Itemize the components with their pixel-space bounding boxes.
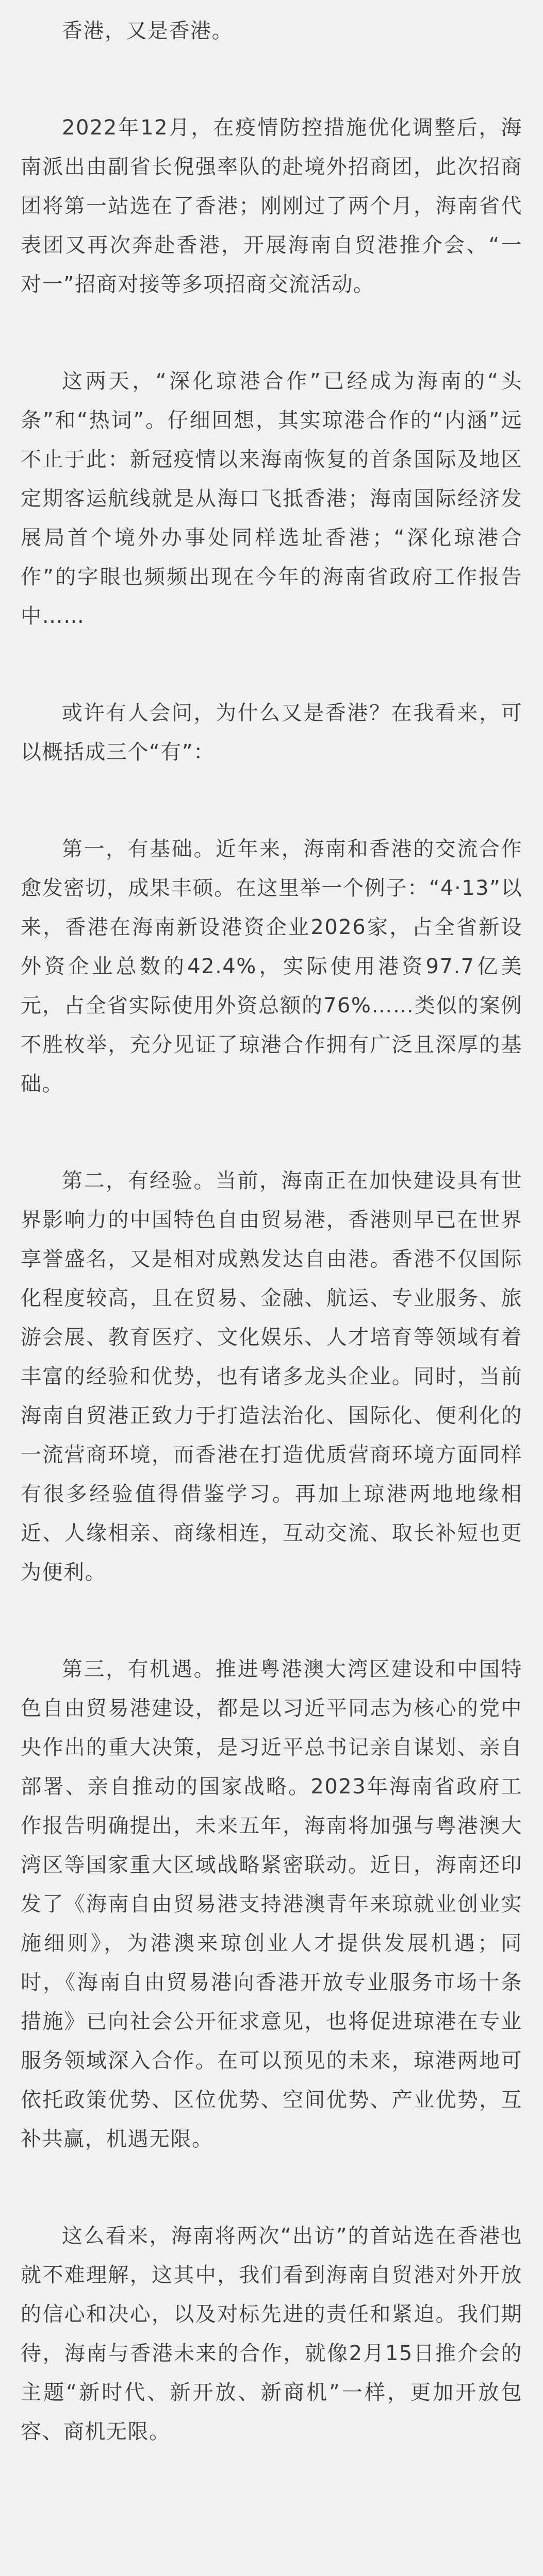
article-paragraph: 第一，有基础。近年来，海南和香港的交流合作愈发密切，成果丰硕。在这里举一个例子：“4·13”以来，香港在海南新设港资企业2026家，占全省新设外资企业总数的42.4%，实际使用港资97.7亿美元，占全省实际使用外资总额的76%……类似的案例不胜枚举，充分见证了琼港合作拥有广泛且深厚的基础。 [21,837,522,1096]
article-paragraph: 第三，有机遇。推进粤港澳大湾区建设和中国特色自由贸易港建设，都是以习近平同志为核心的党中央作出的重大决策，是习近平总书记亲自谋划、亲自部署、亲自推动的国家战略。2023年海南省政府工作报告明确提出，未来五年，海南将加强与粤港澳大湾区等国家重大区域战略紧密联动。近日，海南还印发了《海南自由贸易港支持港澳青年来琼就业创业实施细则》，为港澳来琼创业人才提供发展机遇；同时，《海南自由贸易港向香港开放专业服务市场十条措施》已向社会公开征求意见，也将促进琼港在专业服务领域深入合作。在可以预见的未来，琼港两地可依托政策优势、区位优势、空间优势、产业优势，互补共赢，机遇无限。 [21,1657,522,2151]
article-paragraph: 2022年12月，在疫情防控措施优化调整后，海南派出由副省长倪强率队的赴境外招商团，此次招商团将第一站选在了香港；刚刚过了两个月，海南省代表团又再次奔赴香港，开展海南自贸港推介会、“一对一”招商对接等多项招商交流活动。 [21,116,522,296]
article-paragraph: 香港，又是香港。 [62,19,233,43]
article-paragraph: 这么看来，海南将两次“出访”的首站选在香港也就不难理解，这其中，我们看到海南自贸港对外开放的信心和决心，以及对标先进的责任和紧迫。我们期待，海南与香港未来的合作，就像2月15日推介会的主题“新时代、新开放、新商机”一样，更加开放包容、商机无限。 [21,2224,522,2444]
article-paragraph: 或许有人会问，为什么又是香港？在我看来，可以概括成三个“有”： [21,701,522,764]
article-paragraph: 这两天，“深化琼港合作”已经成为海南的“头条”和“热词”。仔细回想，其实琼港合作的“内涵”远不止于此：新冠疫情以来海南恢复的首条国际及地区定期客运航线就是从海口飞抵香港；海南国际经济发展局首个境外办事处同样选址香港；“深化琼港合作”的字眼也频频出现在今年的海南省政府工作报告中…… [21,369,522,628]
article-paragraph: 第二，有经验。当前，海南正在加快建设具有世界影响力的中国特色自由贸易港，香港则早已在世界享誉盛名，又是相对成熟发达自由港。香港不仅国际化程度较高，且在贸易、金融、航运、专业服务、旅游会展、教育医疗、文化娱乐、人才培育等领域有着丰富的经验和优势，也有诸多龙头企业。同时，当前海南自贸港正致力于打造法治化、国际化、便利化的一流营商环境，而香港在打造优质营商环境方面同样有很多经验值得借鉴学习。再加上琼港两地地缘相近、人缘相亲、商缘相连，互动交流、取长补短也更为便利。 [21,1169,522,1584]
